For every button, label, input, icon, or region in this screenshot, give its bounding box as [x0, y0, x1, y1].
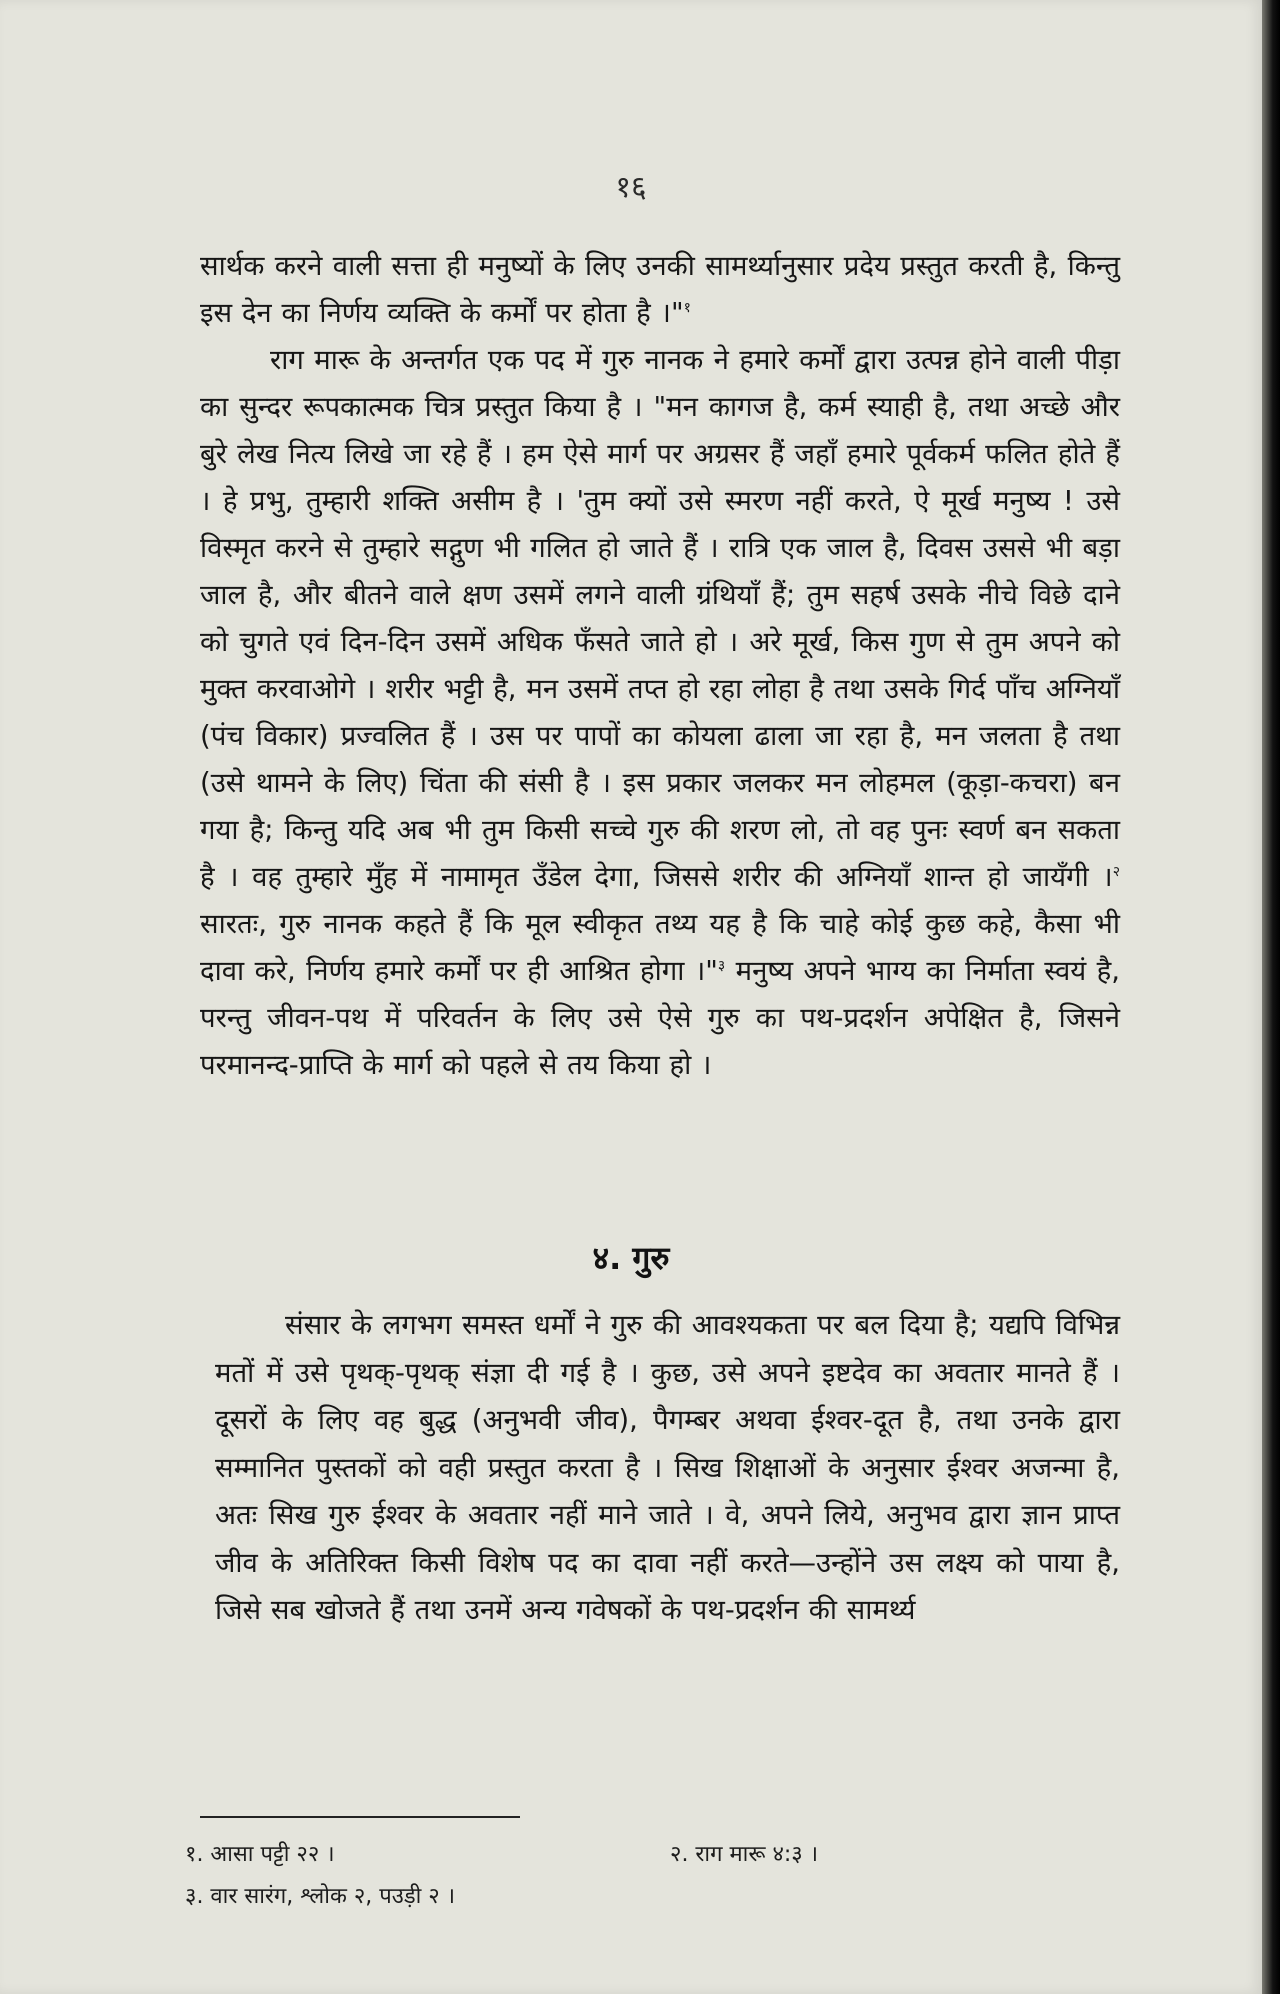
page-edge-shadow	[1262, 0, 1280, 1994]
body-text	[200, 243, 1120, 1089]
footnote-ref-3: ३	[717, 957, 726, 974]
footnote-ref-1: १	[683, 299, 691, 316]
footnote-ref-2: २	[1112, 863, 1120, 880]
page-number: १६	[615, 170, 647, 205]
paragraph-2-text: राग मारू के अन्तर्गत एक पद में गुरु नानक ने हमारे कर्मों द्वारा उत्पन्न होने वाली पीड़ा का सुन्दर रूपकात्मक चित्र प्रस्तुत किया है । "मन कागज है, कर्म स्याही है, तथा अच्छे और बुरे लेख नित्य लिखे जा रहे हैं । हम ऐसे मार्ग पर अग्रसर हैं जहाँ हमारे पूर्वकर्म फलित होते हैं । हे प्रभु, तुम्हारी शक्ति असीम है । 'तुम क्यों उसे स्मरण नहीं करते, ऐ मूर्ख मनुष्य ! उसे विस्मृत करने से तुम्हारे सद्गुण भी गलित हो जाते हैं । रात्रि एक जाल है, दिवस उससे भी बड़ा जाल है, और बीतने वाले क्षण उसमें लगने वाली ग्रंथियाँ हैं; तुम सहर्ष उसके नीचे विछे दाने को चुगते एवं दिन-दिन उसमें अधिक फँसते जाते हो । अरे मूर्ख, किस गुण से तुम अपने को मुक्त करवाओगे । शरीर भट्टी है, मन उसमें तप्त हो रहा लोहा है तथा उसके गिर्द पाँच अग्नियाँ (पंच विकार) प्रज्वलित हैं । उस पर पापों का कोयला ढाला जा रहा है, मन जलता है तथा (उसे थामने के लिए) चिंता की संसी है । इस प्रकार जलकर मन लोहमल (कूड़ा-कचरा) बन गया है; किन्तु यदि अब भी तुम किसी सच्चे गुरु की शरण लो, तो वह पुनः स्वर्ण बन सकता है । वह तुम्हारे मुँह में नामामृत उँडेल देगा, जिससे शरीर की अग्नियाँ शान्त हो जायँगी ।	[200, 344, 1120, 893]
footnote-rule	[200, 1816, 520, 1818]
paragraph-2	[200, 337, 1120, 1089]
paragraph-2-continuation-2: मनुष्य अपने भाग्य का निर्माता स्वयं है, परन्तु जीवन-पथ में परिवर्तन के लिए उसे ऐसे गुरु का पथ-प्रदर्शन अपेक्षित है, जिसने परमानन्द-प्राप्ति के मार्ग को पहले से तय किया हो ।	[200, 955, 1121, 1081]
paragraph-1	[200, 243, 1120, 337]
paragraph-2-continuation: सारतः, गुरु नानक कहते हैं कि मूल स्वीकृत तथ्य यह है कि चाहे कोई कुछ कहे, कैसा भी दावा करे, निर्णय हमारे कर्मों पर ही आश्रित होगा ।"	[200, 908, 1120, 987]
footnote-1: १. आसा पट्टी २२ ।	[185, 1842, 335, 1867]
footnote-3: ३. वार सारंग, श्लोक २, पउड़ी २ ।	[185, 1884, 456, 1909]
section-text	[215, 1302, 1120, 1635]
paragraph-1-text: सार्थक करने वाली सत्ता ही मनुष्यों के लिए उनकी सामर्थ्यानुसार प्रदेय प्रस्तुत करती है, किन्तु इस देन का निर्णय व्यक्ति के कर्मों पर होता है ।"	[200, 250, 1120, 329]
section-paragraph: संसार के लगभग समस्त धर्मों ने गुरु की आवश्यकता पर बल दिया है; यद्यपि विभिन्न मतों में उसे पृथक्-पृथक् संज्ञा दी गई है । कुछ, उसे अपने इष्टदेव का अवतार मानते हैं । दूसरों के लिए वह बुद्ध (अनुभवी जीव), पैगम्बर अथवा ईश्वर-दूत है, तथा उनके द्वारा सम्मानित पुस्तकों को वही प्रस्तुत करता है । सिख शिक्षाओं के अनुसार ईश्वर अजन्मा है, अतः सिख गुरु ईश्वर के अवतार नहीं माने जाते । वे, अपने लिये, अनुभव द्वारा ज्ञान प्राप्त जीव के अतिरिक्त किसी विशेष पद का दावा नहीं करते—उन्होंने उस लक्ष्य को पाया है, जिसे सब खोजते हैं तथा उनमें अन्य गवेषकों के पथ-प्रदर्शन की सामर्थ्य	[215, 1309, 1120, 1626]
footnote-2: २. राग मारू ४:३ ।	[670, 1842, 819, 1867]
section-heading: ४. गुरु	[592, 1239, 670, 1277]
